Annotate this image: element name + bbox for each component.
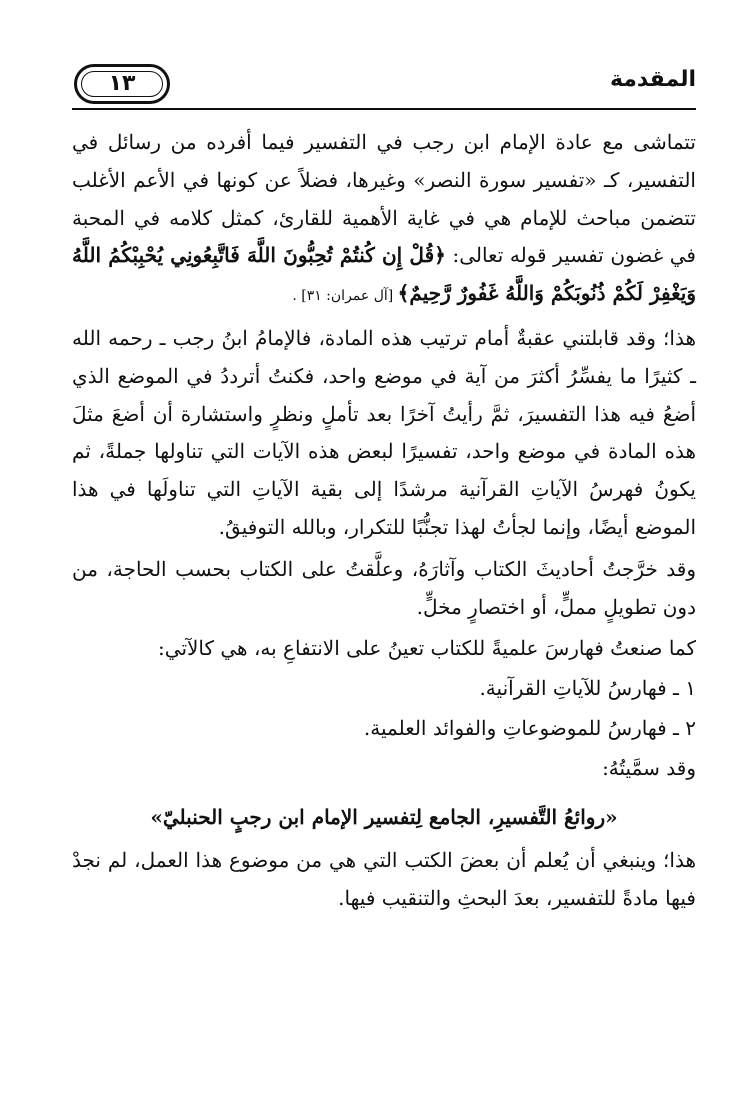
quran-reference: [آل عمران: ٣١] . xyxy=(292,288,398,305)
running-title: المقدمة xyxy=(609,67,696,92)
paragraph-1 xyxy=(72,124,696,316)
naming-line: وقد سمَّيتُهُ: xyxy=(602,756,696,781)
body-text xyxy=(72,124,696,918)
quran-verse: ﴿قُلْ إِن كُنتُمْ تُحِبُّونَ اللَّهَ فَاتَّبِعُونِي يُحْبِبْكُمُ اللَّهُ وَيَغْفِرْ لَكُمْ ذُنُوبَكُمْ وَاللَّهُ غَفُورٌ رَّحِيمٌ﴾ xyxy=(72,243,696,306)
list-item: ١ ـ فهارسُ للآياتِ القرآنية. xyxy=(479,676,696,701)
page-number: ١٣ xyxy=(108,71,136,96)
list-item: ٢ ـ فهارسُ للموضوعاتِ والفوائد العلمية. xyxy=(363,716,696,741)
header-rule xyxy=(72,108,696,110)
paragraph-1-text: تتماشى مع عادة الإمام ابن رجب في التفسير فيما أفرده من رسائل في التفسير، كـ «تفسير سورة النصر» وغيرها، فضلاً عن كونها في الأعم الأغلب تتضمن مباحث للإمام هي في غاية الأهمية للقارئ، كمثل كلامه في المحبة في غضون تفسير قوله تعالى: xyxy=(72,130,696,268)
book-title: «روائعُ التَّفسيرِ، الجامع لِتفسير الإمام ابن رجبٍ الحنبليّ» xyxy=(150,805,618,830)
paragraph-2: هذا؛ وقد قابلتني عقبةٌ أمام ترتيب هذه المادة، فالإمامُ ابنُ رجب ـ رحمه الله ـ كثيرًا ما يفسِّرُ أكثرَ من آية في موضع واحد، فكنتُ أترددُ في الموضع الذي أضعُ فيه هذا التفسيرَ، ثمَّ رأيتُ آخرًا بعد تأملٍ ونظرٍ واستشارة أن أضعَ مثلَ هذه المادة في موضع واحد، تفسيرًا لبعض هذه الآيات التي تناولها جملةً، ثم يكونُ فهرسُ الآياتِ القرآنية مرشدًا إلى بقية الآياتِ التي تناولَها في هذا الموضع أيضًا، وإنما لجأتُ لهذا تجنُّبًا للتكرار، وبالله التوفيقُ. xyxy=(72,325,696,539)
paragraph-4: كما صنعتُ فهارسَ علميةً للكتاب تعينُ على الانتفاعِ به، هي كالآتي: xyxy=(158,636,696,661)
page-header xyxy=(72,52,696,110)
closing-paragraph: هذا؛ وينبغي أن يُعلم أن بعضَ الكتب التي هي من موضوع هذا العمل، لم نجدْ فيها مادةً للتفسير، بعدَ البحثِ والتنقيب فيها. xyxy=(72,848,696,910)
page-number-badge xyxy=(74,64,170,104)
paragraph-3: وقد خرَّجتُ أحاديثَ الكتاب وآثارَهُ، وعلَّقتُ على الكتاب بحسب الحاجة، من دون تطويلٍ مملٍّ، أو اختصارٍ مخلٍّ. xyxy=(72,556,696,619)
